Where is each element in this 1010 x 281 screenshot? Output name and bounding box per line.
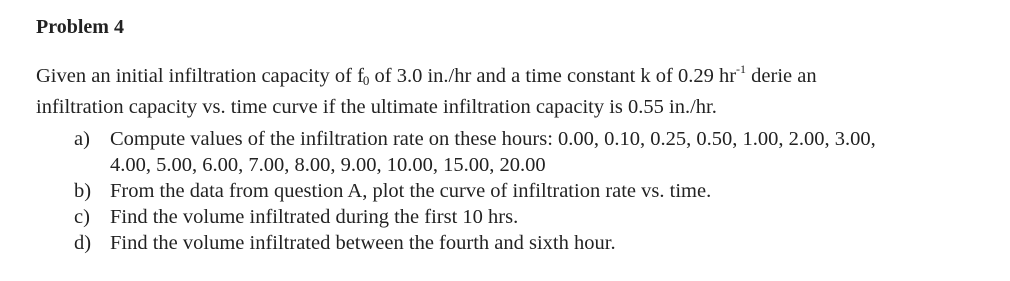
question-text-line: From the data from question A, plot the curve of infiltration rate vs. time. — [110, 180, 712, 202]
question-text-line: Compute values of the infiltration rate on these hours: 0.00, 0.10, 0.25, 0.50, 1.00, 2.00, 3.00, — [110, 128, 876, 150]
question-text — [110, 230, 994, 256]
statement-text-2: of 3.0 in./hr and a time constant k of 0.29 hr — [369, 65, 737, 87]
question-marker: c) — [74, 206, 90, 228]
subscript-zero: 0 — [362, 73, 370, 88]
question-text — [110, 126, 994, 178]
question-list — [74, 126, 994, 256]
statement-line-2: infiltration capacity vs. time curve if the ultimate infiltration capacity is 0.55 in./hr. — [36, 96, 717, 118]
question-marker: b) — [74, 180, 92, 202]
problem-statement — [36, 56, 996, 120]
question-text-line: 4.00, 5.00, 6.00, 7.00, 8.00, 9.00, 10.00, 15.00, 20.00 — [110, 154, 546, 176]
question-marker: d) — [74, 232, 92, 254]
question-text-line: Find the volume infiltrated between the fourth and sixth hour. — [110, 232, 616, 254]
question-marker: a) — [74, 128, 90, 150]
statement-line-1 — [36, 56, 996, 94]
question-d — [74, 230, 994, 256]
statement-text-3: derie an — [746, 65, 817, 87]
question-a — [74, 126, 994, 178]
problem-title: Problem 4 — [36, 16, 124, 38]
question-text-line: Find the volume infiltrated during the first 10 hrs. — [110, 206, 519, 228]
question-text — [110, 204, 994, 230]
question-text — [110, 178, 994, 204]
superscript-minus-one: -1 — [736, 62, 747, 76]
question-c — [74, 204, 994, 230]
statement-text-1: Given an initial infiltration capacity of f — [36, 65, 364, 87]
question-b — [74, 178, 994, 204]
